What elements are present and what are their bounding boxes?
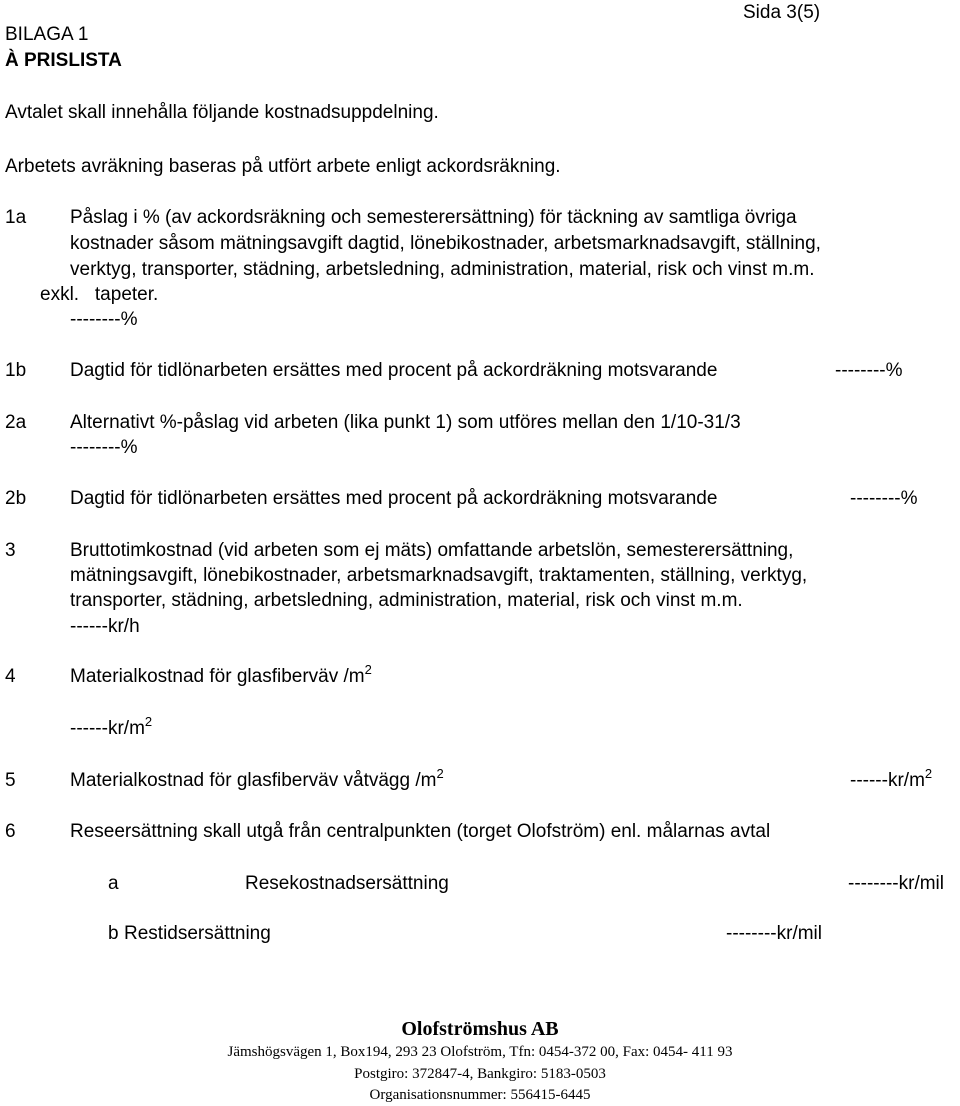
item-text-line: transporter, städning, arbetsledning, administration, material, risk och vinst m.m. (70, 590, 743, 611)
item-text-line: kostnader såsom mätningsavgift dagtid, lönebikostnader, arbetsmarknadsavgift, ställning, (70, 233, 821, 254)
item-text-line: Bruttotimkostnad (vid arbeten som ej mäts) omfattande arbetslön, semesterersättning, (70, 540, 794, 561)
item-number: 2a (5, 412, 27, 433)
item-number: 3 (5, 540, 16, 561)
footer-company: Olofströmshus AB (401, 1018, 559, 1040)
superscript: 2 (144, 714, 153, 729)
intro-line-1: Avtalet skall innehålla följande kostnadsuppdelning. (5, 102, 439, 123)
item-text (70, 766, 444, 792)
document-title: À PRISLISTA (5, 50, 122, 71)
superscript: 2 (924, 766, 933, 781)
item-number: 4 (5, 666, 16, 687)
item-text-line: Påslag i % (av ackordsräkning och semesterersättning) för täckning av samtliga övriga (70, 207, 797, 228)
item-text: Reseersättning skall utgå från centralpunkten (torget Olofström) enl. målarnas avtal (70, 821, 771, 842)
item-value-main: ------kr/m (70, 718, 145, 739)
sub-item-text: Resekostnadsersättning (245, 873, 449, 894)
attachment-label: BILAGA 1 (5, 24, 89, 45)
item-value: --------% (835, 360, 903, 381)
footer-giro: Postgiro: 372847-4, Bankgiro: 5183-0503 (354, 1066, 606, 1082)
item-text (70, 662, 372, 688)
footer-address: Jämshögsvägen 1, Box194, 293 23 Olofström, Tfn: 0454-372 00, Fax: 0454- 411 93 (227, 1044, 733, 1060)
superscript: 2 (364, 662, 372, 677)
superscript: 2 (436, 766, 444, 781)
item-value: --------% (70, 309, 138, 330)
sub-item-text: Restidsersättning (124, 923, 271, 944)
item-text: Dagtid för tidlönarbeten ersättes med procent på ackordräkning motsvarande (70, 360, 718, 381)
item-number: 6 (5, 821, 16, 842)
item-text: Alternativt %-påslag vid arbeten (lika punkt 1) som utföres mellan den 1/10-31/3 (70, 412, 741, 433)
item-value: --------% (850, 488, 918, 509)
sub-item-letter: b (108, 923, 119, 944)
item-text-line: exkl. tapeter. (40, 284, 159, 305)
item-number: 1b (5, 360, 27, 381)
item-text-main: Materialkostnad för glasfiberväv /m (70, 666, 365, 687)
sub-item-letter: a (108, 873, 119, 894)
sub-item-value: --------kr/mil (848, 873, 944, 894)
item-number: 5 (5, 770, 16, 791)
item-number: 1a (5, 207, 27, 228)
item-value-main: ------kr/m (850, 770, 925, 791)
item-text-line: mätningsavgift, lönebikostnader, arbetsmarknadsavgift, traktamenten, ställning, verktyg, (70, 565, 808, 586)
item-text-main: Materialkostnad för glasfiberväv våtvägg /m (70, 770, 437, 791)
item-value (850, 766, 933, 792)
intro-line-2: Arbetets avräkning baseras på utfört arbete enligt ackordsräkning. (5, 156, 561, 177)
item-value (70, 714, 153, 740)
item-number: 2b (5, 488, 27, 509)
page-number: Sida 3(5) (743, 2, 821, 23)
item-text-line: verktyg, transporter, städning, arbetsledning, administration, material, risk och vinst m.m. (70, 259, 815, 280)
item-value: ------kr/h (70, 616, 140, 637)
item-text: Dagtid för tidlönarbeten ersättes med procent på ackordräkning motsvarande (70, 488, 718, 509)
sub-item-value: --------kr/mil (726, 923, 822, 944)
footer-orgnr: Organisationsnummer: 556415-6445 (369, 1087, 591, 1103)
item-value: --------% (70, 437, 138, 458)
